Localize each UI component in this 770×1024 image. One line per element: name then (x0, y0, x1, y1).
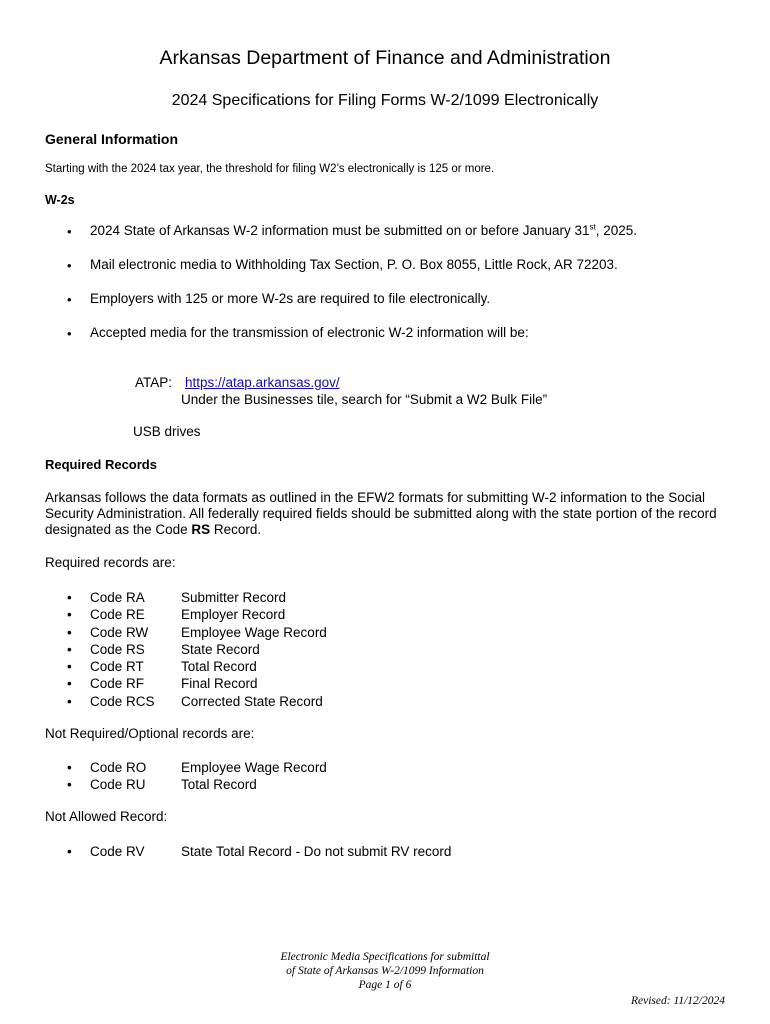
bullet-icon: • (67, 258, 72, 273)
bullet-icon: • (67, 224, 72, 239)
list-item: • Code RCS Corrected State Record (67, 693, 323, 709)
bullet-icon: • (67, 590, 72, 605)
general-info-heading: General Information (45, 131, 179, 147)
bullet-icon: • (67, 777, 72, 793)
list-item: • Code RW Employee Wage Record (67, 624, 327, 640)
general-info-text: Starting with the 2024 tax year, the threshold for filing W2’s electronically is 125 or more. (45, 163, 495, 175)
bullet-icon: • (67, 693, 72, 709)
list-item: • Code RV State Total Record - Do not submit RV record (67, 844, 452, 859)
not-allowed-intro: Not Allowed Record: (45, 809, 168, 824)
list-item: • Code RT Total Record (67, 659, 257, 675)
revised-date: Revised: 11/12/2024 (631, 995, 725, 1007)
list-item: • Code RS State Record (67, 641, 260, 657)
bullet-icon: • (67, 676, 72, 692)
optional-records-list (45, 759, 645, 794)
page-subtitle: 2024 Specifications for Filing Forms W-2/1099 Electronically (171, 92, 599, 109)
w2-mail-item: Mail electronic media to Withholding Tax Section, P. O. Box 8055, Little Rock, AR 72203. (90, 257, 618, 272)
required-records-heading: Required Records (45, 457, 157, 472)
w2-media-item: Accepted media for the transmission of electronic W-2 information will be: (90, 325, 529, 340)
list-item: • Code RO Employee Wage Record (67, 760, 327, 775)
w2s-heading: W-2s (45, 193, 75, 207)
bullet-icon: • (67, 659, 72, 675)
page-footer: Electronic Media Specifications for submittal of State of Arkansas W-2/1099 Information Page 1 of 6 (280, 951, 490, 991)
bullet-icon: • (67, 326, 72, 341)
optional-records-intro: Not Required/Optional records are: (45, 726, 255, 741)
w2-deadline-item: 2024 State of Arkansas W-2 information must be submitted on or before January 31st, 2025. (90, 222, 638, 238)
required-records-list (45, 589, 645, 710)
list-item: • Code RF Final Record (67, 676, 258, 692)
list-item: • Code RA Submitter Record (67, 590, 287, 605)
bullet-icon: • (67, 760, 72, 775)
usb-drives-text: USB drives (133, 424, 201, 439)
required-records-paragraph: Arkansas follows the data formats as outlined in the EFW2 formats for submitting W-2 information to the Social Security Administration. All federally required fields should be submitted along with the state portion of the record designated as the Code RS Record. (45, 490, 717, 537)
list-item: • Code RU Total Record (67, 777, 257, 793)
bullet-icon: • (67, 844, 72, 859)
page-title: Arkansas Department of Finance and Administration (159, 47, 611, 69)
atap-link[interactable]: https://atap.arkansas.gov/ (185, 375, 340, 390)
atap-note: Under the Businesses tile, search for “Submit a W2 Bulk File” (181, 392, 548, 407)
w2-employers-item: Employers with 125 or more W-2s are required to file electronically. (90, 291, 491, 306)
bullet-icon: • (67, 607, 72, 623)
bullet-icon: • (67, 292, 72, 307)
atap-label: ATAP: (135, 375, 173, 390)
list-item: • Code RE Employer Record (67, 607, 286, 623)
not-allowed-list (45, 843, 645, 860)
bullet-icon: • (67, 624, 72, 640)
bullet-icon: • (67, 641, 72, 657)
required-records-intro: Required records are: (45, 555, 176, 570)
